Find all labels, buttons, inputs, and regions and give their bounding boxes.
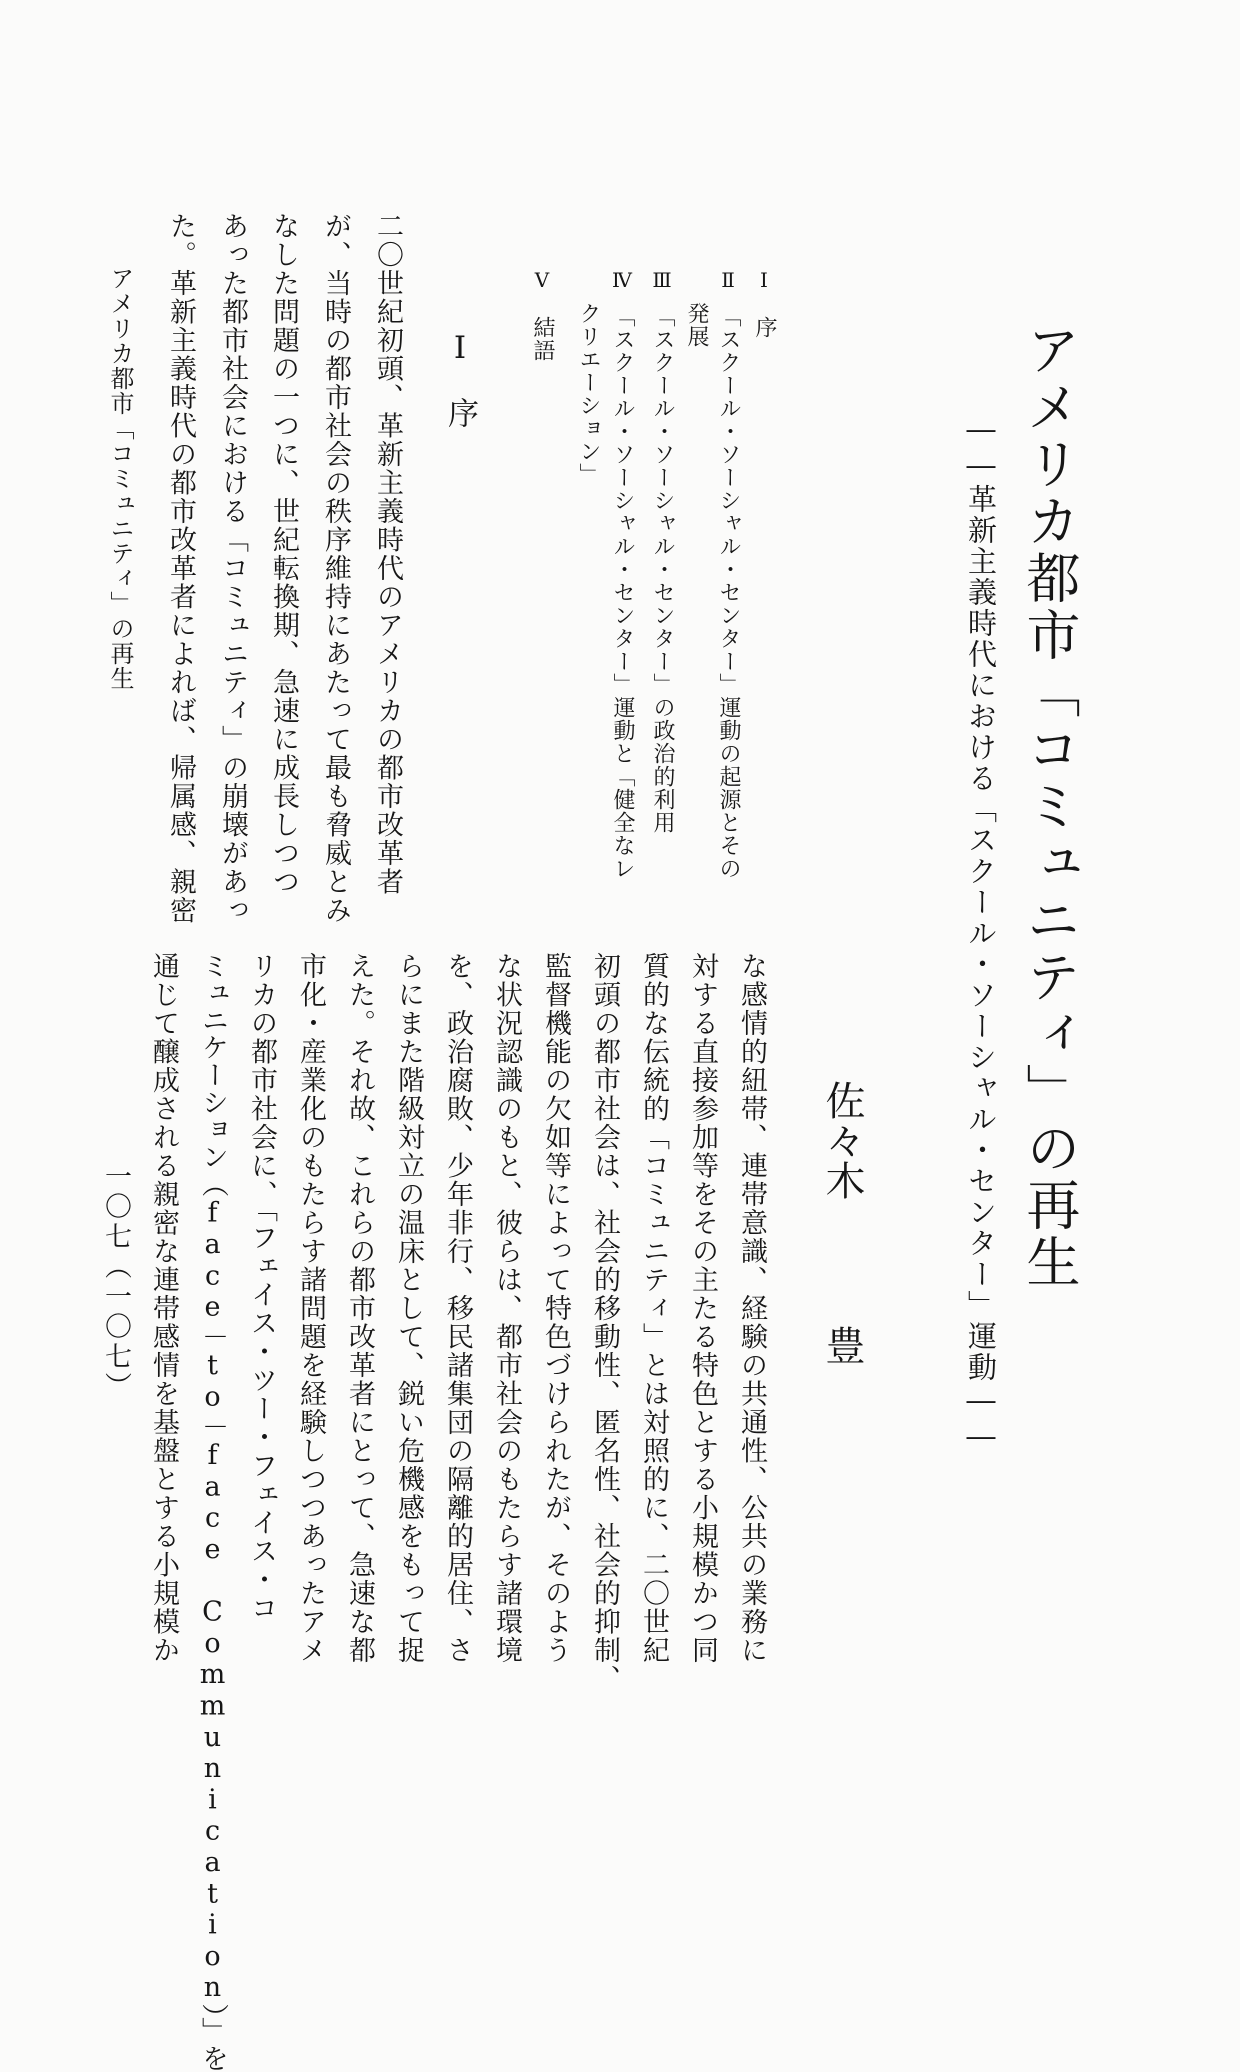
body-line: が、当時の都市社会の秩序維持にあたって最も脅威とみ [320, 212, 351, 925]
body-line: 通じて醸成される親密な連帯感情を基盤とする小規模か [148, 952, 179, 1665]
author-family-name: 佐々木 [819, 1080, 865, 1200]
toc-number: Ⅲ [650, 268, 674, 293]
toc-item-2 [717, 268, 739, 880]
body-line: ミュニケーション（face－to－face Communication）」を [197, 952, 228, 2072]
toc-item-2-continuation: 発展 [684, 302, 709, 348]
body-line: な状況認識のもと、彼らは、都市社会のもたらす諸環境 [491, 952, 522, 1665]
body-line: 対する直接参加等をその主たる特色とする小規模かつ同 [687, 952, 718, 1665]
toc-number: Ⅴ [530, 268, 554, 293]
toc-item-4 [611, 268, 633, 880]
body-line: えた。それ故、これらの都市改革者にとって、急速な都 [344, 952, 375, 1665]
author-given-name: 豊 [819, 1325, 865, 1365]
toc-item-3 [651, 268, 673, 834]
body-line: あった都市社会における「コミュニティ」の崩壊があっ [217, 212, 248, 925]
article-title: アメリカ都市「コミュニティ」の再生 [1018, 322, 1081, 1291]
toc-text: 「スクール・ソーシャル・センター」運動と「健全なレ [610, 316, 635, 880]
toc-text: 「スクール・ソーシャル・センター」運動の起源とその [716, 316, 741, 880]
toc-number: Ⅰ [752, 268, 776, 293]
body-line: な感情的紐帯、連帯意識、経験の共通性、公共の業務に [736, 952, 767, 1665]
toc-text: 序 [752, 316, 777, 339]
running-title: アメリカ都市「コミュニティ」の再生 [106, 266, 134, 691]
body-line: を、政治腐敗、少年非行、移民諸集団の隔離的居住、さ [442, 952, 473, 1665]
body-line: た。革新主義時代の都市改革者によれば、帰属感、親密 [165, 212, 196, 925]
section-heading: Ⅰ 序 [442, 330, 478, 428]
body-line: なした問題の一つに、世紀転換期、急速に成長しつつ [268, 212, 299, 896]
body-line: 初頭の都市社会は、社会的移動性、匿名性、社会的抑制、 [589, 952, 620, 1693]
toc-number: Ⅳ [610, 268, 634, 293]
body-line: 市化・産業化のもたらす諸問題を経験しつつあったアメ [295, 952, 326, 1665]
body-line: 質的な伝統的「コミュニティ」とは対照的に、二〇世紀 [638, 952, 669, 1665]
page-number: 一〇七（一〇七） [100, 1162, 131, 1402]
toc-item-4-continuation: クリエーション」 [576, 302, 601, 486]
toc-number: Ⅱ [716, 268, 740, 293]
toc-text: 結語 [530, 316, 555, 362]
body-line: 二〇世紀初頭、革新主義時代のアメリカの都市改革者 [372, 212, 403, 896]
article-subtitle: ――革新主義時代における「スクール・ソーシャル・センター」運動―― [964, 412, 998, 1455]
toc-text: 「スクール・ソーシャル・センター」の政治的利用 [650, 316, 675, 834]
body-line: らにまた階級対立の温床として、鋭い危機感をもって捉 [393, 952, 424, 1665]
toc-item-1 [753, 268, 775, 339]
body-line: リカの都市社会に、「フェイス・ツー・フェイス・コ [246, 952, 277, 1623]
toc-item-5 [531, 268, 553, 362]
body-line: 監督機能の欠如等によって特色づけられたが、そのよう [540, 952, 571, 1665]
